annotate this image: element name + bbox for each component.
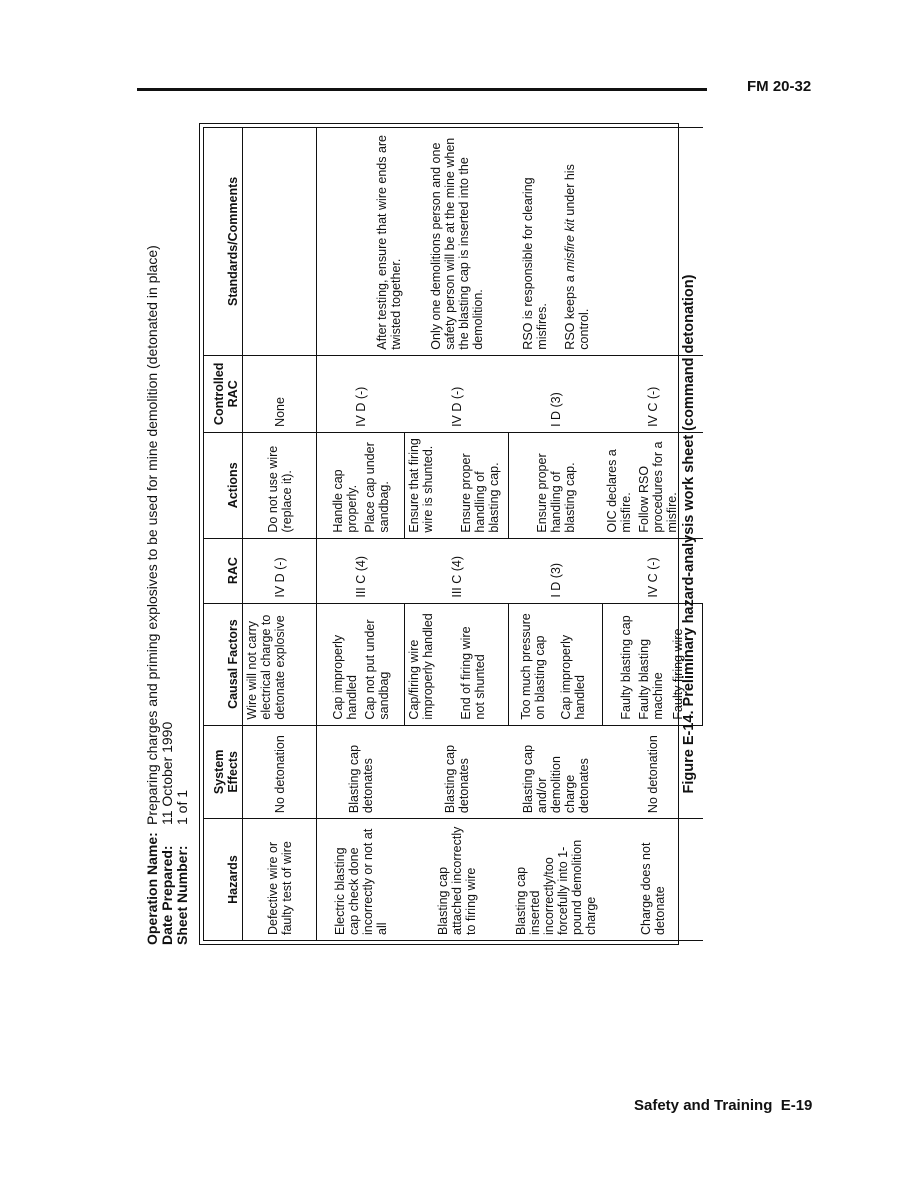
header-rule [137, 88, 707, 91]
footer-page-number: E-19 [780, 1097, 813, 1114]
action-cell: Ensure that firing wire is shunted. [405, 432, 457, 538]
hazard-cell: Blasting cap inserted incorrectly/too forcefully into 1-pound demolition charge [509, 819, 603, 941]
col-header: Causal Factors [204, 603, 243, 725]
col-header: Standards/Comments [204, 128, 243, 356]
comment-text: RSO keeps a [562, 271, 577, 350]
causal-factor-cell: Faulty blasting cap [603, 603, 635, 725]
comment-cell [243, 128, 317, 356]
date-prepared-label: Date Prepared: [159, 845, 175, 945]
comment-text: under his control. [562, 164, 591, 350]
comment-rso-misfires: RSO is responsible for clearing misfires. [520, 177, 549, 350]
causal-factor-cell: End of firing wire not shunted [457, 603, 509, 725]
operation-name-label: Operation Name: [144, 832, 160, 945]
table-row [243, 128, 317, 941]
col-header: RAC [204, 538, 243, 603]
comment-emphasis: misfire kit [562, 219, 577, 272]
date-prepared: 11 October 1990 [159, 721, 175, 825]
hazard-cell: Defective wire or faulty test of wire [243, 819, 317, 941]
controlled-rac-cell: IV C (-) [603, 355, 703, 432]
causal-factor-cell: Faulty blasting machine [635, 603, 669, 725]
action-cell: Do not use wire (replace it). [243, 432, 317, 538]
action-cell: Follow RSO procedures for a misfire. [635, 432, 703, 538]
causal-factor-cell: Cap improperly handled [557, 603, 603, 725]
sheet-number-label: Sheet Number: [174, 845, 190, 945]
causal-factor-cell: Cap not put under sandbag [361, 603, 405, 725]
hazard-cell: Charge does not detonate [603, 819, 703, 941]
rac-cell: I D (3) [509, 538, 603, 603]
causal-factor-cell: Cap improperly handled [317, 603, 361, 725]
table-row [509, 128, 557, 941]
comment-rso-misfire-kit [563, 133, 591, 350]
action-cell: Place cap under sandbag. [361, 432, 405, 538]
action-cell: Handle cap properly. [317, 432, 361, 538]
controlled-rac-cell: I D (3) [509, 355, 603, 432]
system-effect-cell: Blasting cap detonates [405, 725, 509, 818]
sheet-number: 1 of 1 [174, 789, 190, 825]
system-effect-cell: No detonation [603, 725, 703, 818]
rac-cell: IV D (-) [243, 538, 317, 603]
col-header: Hazards [204, 819, 243, 941]
comment-cell [509, 128, 603, 356]
hazard-cell: Blasting cap attached incorrectly to firing wire [405, 819, 509, 941]
table-header-row [204, 128, 243, 941]
table-row [317, 128, 361, 941]
col-header: Controlled RAC [204, 355, 243, 432]
system-effect-cell: Blasting cap detonates [317, 725, 405, 818]
worksheet-frame [199, 123, 685, 945]
doc-id: FM 20-32 [747, 78, 812, 95]
hazard-analysis-table [203, 127, 703, 941]
hazard-cell: Electric blasting cap check done incorrectly or not at all [317, 819, 405, 941]
causal-factor-cell: Cap/firing wire improperly handled [405, 603, 457, 725]
controlled-rac-cell: IV D (-) [405, 355, 509, 432]
rac-cell: IV C (-) [603, 538, 703, 603]
action-cell: Ensure proper handling of blasting cap. [509, 432, 603, 538]
col-header: System Effects [204, 725, 243, 818]
comment-cell: After testing, ensure that wire ends are twisted together. [317, 128, 405, 356]
table-row [405, 128, 457, 941]
rotated-worksheet [137, 117, 697, 945]
rac-cell: III C (4) [317, 538, 405, 603]
comment-cell: Only one demolitions person and one safety person will be at the mine when the blasting cap is inserted into the demolition. [405, 128, 509, 356]
page-footer [634, 1097, 812, 1114]
causal-factor-cell: Too much pressure on blasting cap [509, 603, 557, 725]
action-cell: Ensure proper handling of blasting cap. [457, 432, 509, 538]
operation-info [145, 245, 190, 945]
figure-caption: Figure E-14. Preliminary hazard-analysis work sheet (command detonation) [681, 274, 697, 794]
operation-name: Preparing charges and priming explosives to be used for mine demolition (detonated in place) [144, 245, 160, 825]
causal-factor-cell: Wire will not carry electrical charge to detonate explosive [243, 603, 317, 725]
action-cell: OIC declares a misfire. [603, 432, 635, 538]
system-effect-cell: No detonation [243, 725, 317, 818]
system-effect-cell: Blasting cap and/or demolition charge detonates [509, 725, 603, 818]
rac-cell: III C (4) [405, 538, 509, 603]
col-header: Actions [204, 432, 243, 538]
controlled-rac-cell: IV D (-) [317, 355, 405, 432]
table-row [603, 128, 635, 941]
controlled-rac-cell: None [243, 355, 317, 432]
footer-section: Safety and Training [634, 1097, 773, 1114]
causal-factor-cell: Faulty firing wire [669, 603, 703, 725]
